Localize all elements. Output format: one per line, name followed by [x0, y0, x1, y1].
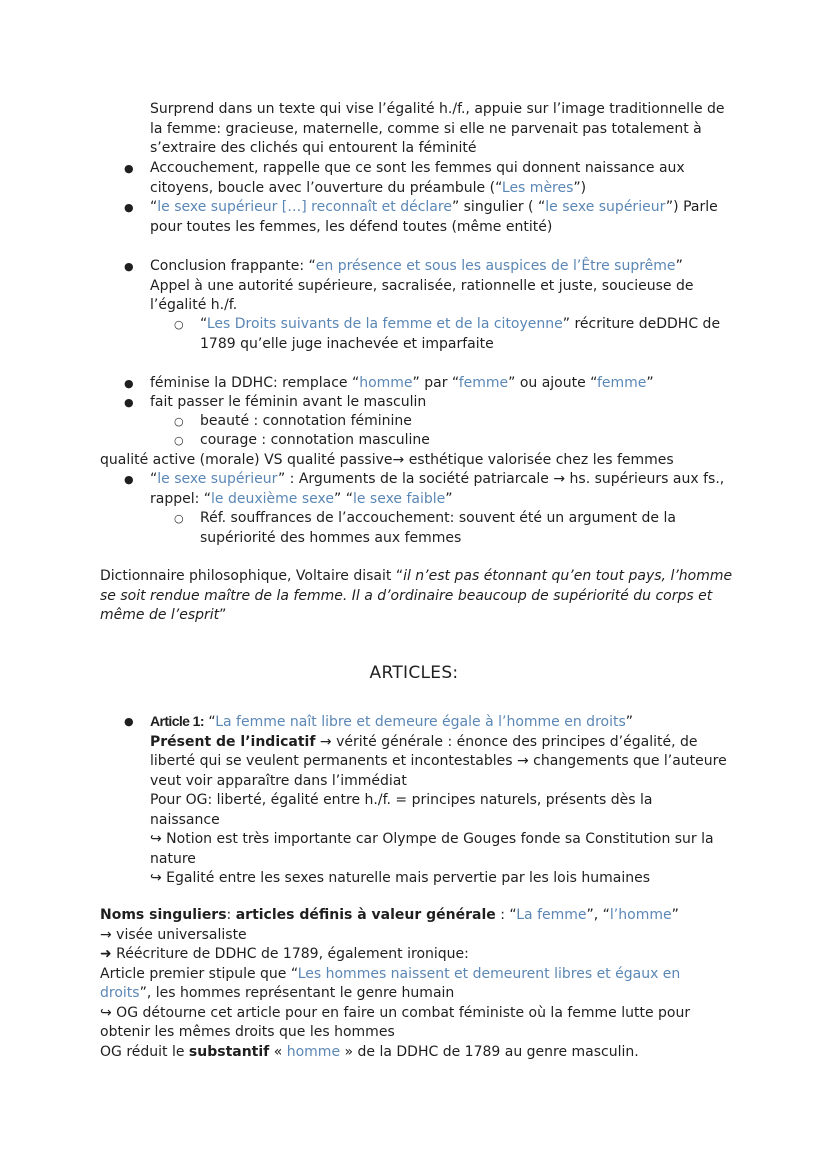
sub-bullet-icon: ○: [174, 415, 184, 428]
sub-bullet-icon: ○: [174, 318, 184, 331]
sub-bullet-icon: ○: [174, 434, 184, 447]
list-item: féminise la DDHC: remplace “homme” par “femme” ou ajoute “femme”: [150, 375, 654, 391]
sub-list-item: Réf. souffrances de l’accouchement: souvent été un argument de la supériorité des hommes aux femmes: [200, 510, 676, 546]
bullet-icon: ●: [124, 473, 134, 486]
sub-list-item: “Les Droits suivants de la femme et de la citoyenne” récriture deDDHC de 1789 qu’elle juge inachevée et imparfaite: [200, 316, 721, 352]
bullet-icon: ●: [124, 377, 134, 390]
bullet-icon: ●: [124, 396, 134, 409]
list-item: Conclusion frappante: “en présence et sous les auspices de l’Être suprême” Appel à une autorité supérieure, sacralisée, rationnelle et juste, soucieuse de l’égalité h./f.: [150, 258, 694, 313]
noms-singuliers-block: Noms singuliers: articles définis à valeur générale : “La femme”, “l’homme” → visée universaliste ➜ Réécriture de DDHC de 1789, également ironique: Article premier stipule que “Les hommes naissent et demeurent libres et égaux en droits”, les hommes représentant le genre humain ↪ OG détourne cet article pour en faire un combat féministe où la femme lutte pour obtenir les mêmes droits que les hommes OG réduit le substantif « homme » de la DDHC de 1789 au genre masculin.: [100, 907, 691, 1060]
bullet-icon: ●: [124, 162, 134, 175]
list-item: Accouchement, rappelle que ce sont les femmes qui donnent naissance aux citoyens, boucle avec l’ouverture du préambule (“Les mères”): [150, 160, 685, 196]
intro-paragraph: Surprend dans un texte qui vise l’égalité h./f., appuie sur l’image traditionnelle de la femme: gracieuse, maternelle, comme si elle ne parvenait pas totalement à s’extraire des clichés qui entourent la féminité: [150, 101, 725, 156]
bullet-icon: ●: [124, 715, 134, 728]
sub-list-item: courage : connotation masculine: [200, 432, 430, 448]
section-heading: ARTICLES:: [369, 663, 459, 683]
bullet-icon: ●: [124, 201, 134, 214]
sub-bullet-icon: ○: [174, 512, 184, 525]
qualite-line: qualité active (morale) VS qualité passive→ esthétique valorisée chez les femmes: [100, 452, 674, 468]
list-item: “le sexe supérieur […] reconnaît et déclare” singulier ( “le sexe supérieur”) Parle pour toutes les femmes, les défend toutes (même entité): [150, 199, 718, 235]
sub-list-item: beauté : connotation féminine: [200, 413, 412, 429]
list-item: “le sexe supérieur” : Arguments de la société patriarcale → hs. supérieurs aux fs., rappel: “le deuxième sexe” “le sexe faible”: [150, 471, 725, 507]
voltaire-quote: Dictionnaire philosophique, Voltaire disait “il n’est pas étonnant qu’en tout pays, l’homme se soit rendue maître de la femme. Il a d’ordinaire beaucoup de supériorité du corps et même de l’esprit”: [100, 568, 733, 623]
bullet-icon: ●: [124, 260, 134, 273]
article-1-item: Article 1: “La femme naît libre et demeure égale à l’homme en droits” Présent de l’indicatif → vérité générale : énonce des principes d’égalité, de liberté qui se veulent permanents et incontestables → changements que l’auteure veut voir apparaître dans l’immédiat Pour OG: liberté, égalité entre h./f. = principes naturels, présents dès la naissance ↪ Notion est très importante car Olympe de Gouges fonde sa Constitution sur la nature ↪ Egalité entre les sexes naturelle mais pervertie par les lois humaines: [150, 713, 727, 886]
list-item: fait passer le féminin avant le masculin: [150, 394, 427, 410]
